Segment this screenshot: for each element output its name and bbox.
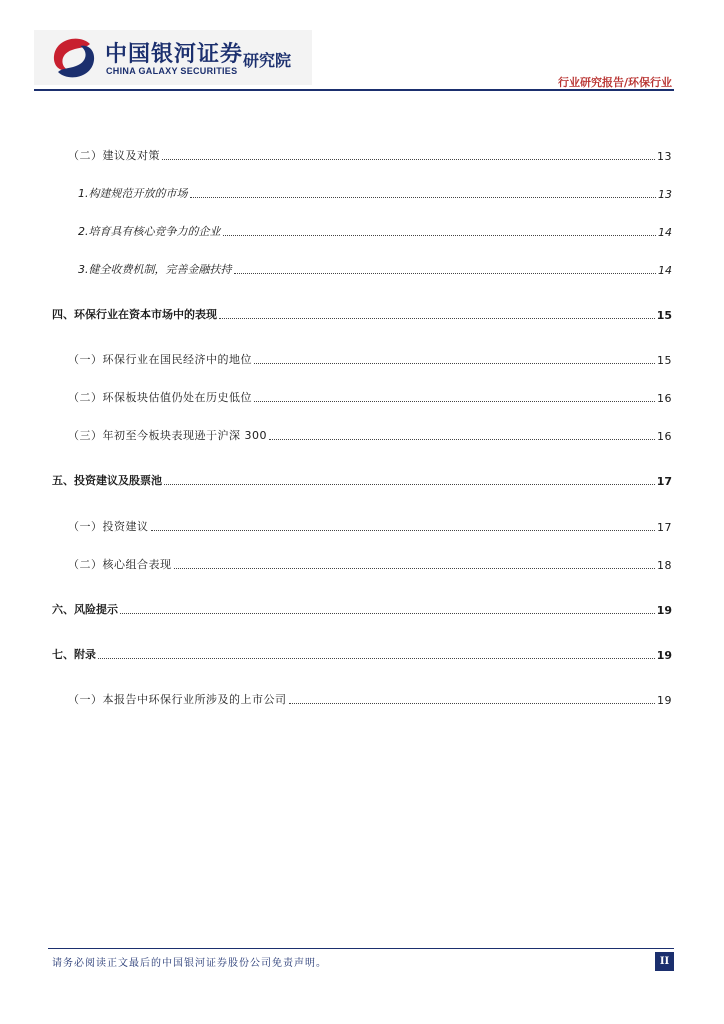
toc-leader-dots	[254, 401, 655, 402]
toc-entry[interactable]	[68, 427, 672, 443]
toc-entry-page: 15	[657, 354, 672, 367]
toc-leader-dots	[219, 318, 655, 319]
report-type-label: 行业研究报告/环保行业	[557, 76, 672, 89]
toc-entry-label: 五、投资建议及股票池	[52, 474, 162, 487]
toc-entry-page: 17	[657, 521, 672, 534]
logo-english-name: CHINA GALAXY SECURITIES	[106, 66, 238, 76]
toc-leader-dots	[98, 658, 655, 659]
toc-entry-label: （一）投资建议	[68, 520, 149, 533]
toc-entry-label: （二）环保板块估值仍处在历史低位	[68, 391, 252, 404]
toc-entry[interactable]	[78, 261, 672, 277]
toc-entry-page: 17	[656, 475, 672, 488]
toc-leader-dots	[223, 235, 657, 236]
toc-entry-page: 13	[658, 188, 672, 201]
toc-entry-label: （二）核心组合表现	[68, 558, 172, 571]
toc-entry-label: 3.健全收费机制，完善金融扶持	[78, 263, 232, 276]
footer-divider	[48, 948, 674, 949]
toc-entry[interactable]	[78, 223, 672, 239]
galaxy-swirl-icon	[50, 36, 98, 80]
toc-entry-page: 14	[658, 226, 672, 239]
toc-entry-page: 19	[656, 649, 672, 662]
toc-leader-dots	[269, 439, 655, 440]
toc-entry-label: 七、附录	[52, 648, 96, 661]
toc-entry-label: （一）本报告中环保行业所涉及的上市公司	[68, 693, 287, 706]
toc-entry[interactable]	[52, 472, 672, 488]
toc-leader-dots	[190, 197, 657, 198]
toc-entry[interactable]	[68, 691, 672, 707]
toc-entry-page: 19	[657, 694, 672, 707]
toc-leader-dots	[164, 484, 655, 485]
toc-entry[interactable]	[68, 556, 672, 572]
toc-entry-label: 六、风险提示	[52, 603, 118, 616]
toc-leader-dots	[289, 703, 656, 704]
toc-entry[interactable]	[68, 351, 672, 367]
footer-disclaimer: 请务必阅读正文最后的中国银河证券股份公司免责声明。	[52, 958, 327, 969]
toc-leader-dots	[234, 273, 657, 274]
logo-chinese-name: 中国银河证券	[105, 42, 244, 67]
toc-entry-label: （一）环保行业在国民经济中的地位	[68, 353, 252, 366]
toc-leader-dots	[254, 363, 655, 364]
toc-entry[interactable]	[52, 306, 672, 322]
toc-entry-label: 1.构建规范开放的市场	[78, 187, 188, 200]
toc-entry[interactable]	[52, 601, 672, 617]
toc-entry-label: （三）年初至今板块表现逊于沪深 300	[68, 429, 267, 442]
toc-entry-page: 15	[656, 309, 672, 322]
toc-entry-page: 16	[657, 430, 672, 443]
toc-entry-label: 2.培育具有核心竞争力的企业	[78, 225, 221, 238]
toc-entry-label: （二）建议及对策	[68, 149, 160, 162]
toc-leader-dots	[151, 530, 656, 531]
toc-entry[interactable]	[52, 646, 672, 662]
header-divider	[34, 89, 674, 91]
toc-entry[interactable]	[68, 147, 672, 163]
toc-entry-label: 四、环保行业在资本市场中的表现	[52, 308, 217, 321]
toc-entry[interactable]	[68, 518, 672, 534]
toc-entry-page: 16	[657, 392, 672, 405]
toc-leader-dots	[120, 613, 655, 614]
toc-leader-dots	[162, 159, 655, 160]
toc-entry-page: 14	[658, 264, 672, 277]
toc-entry-page: 18	[657, 559, 672, 572]
logo-institute: 研究院	[243, 51, 292, 70]
toc-entry-page: 19	[656, 604, 672, 617]
page-number-badge: II	[655, 952, 674, 971]
toc-entry[interactable]	[78, 185, 672, 201]
toc-entry-page: 13	[657, 150, 672, 163]
toc-entry[interactable]	[68, 389, 672, 405]
company-logo	[34, 30, 312, 85]
toc-leader-dots	[174, 568, 656, 569]
